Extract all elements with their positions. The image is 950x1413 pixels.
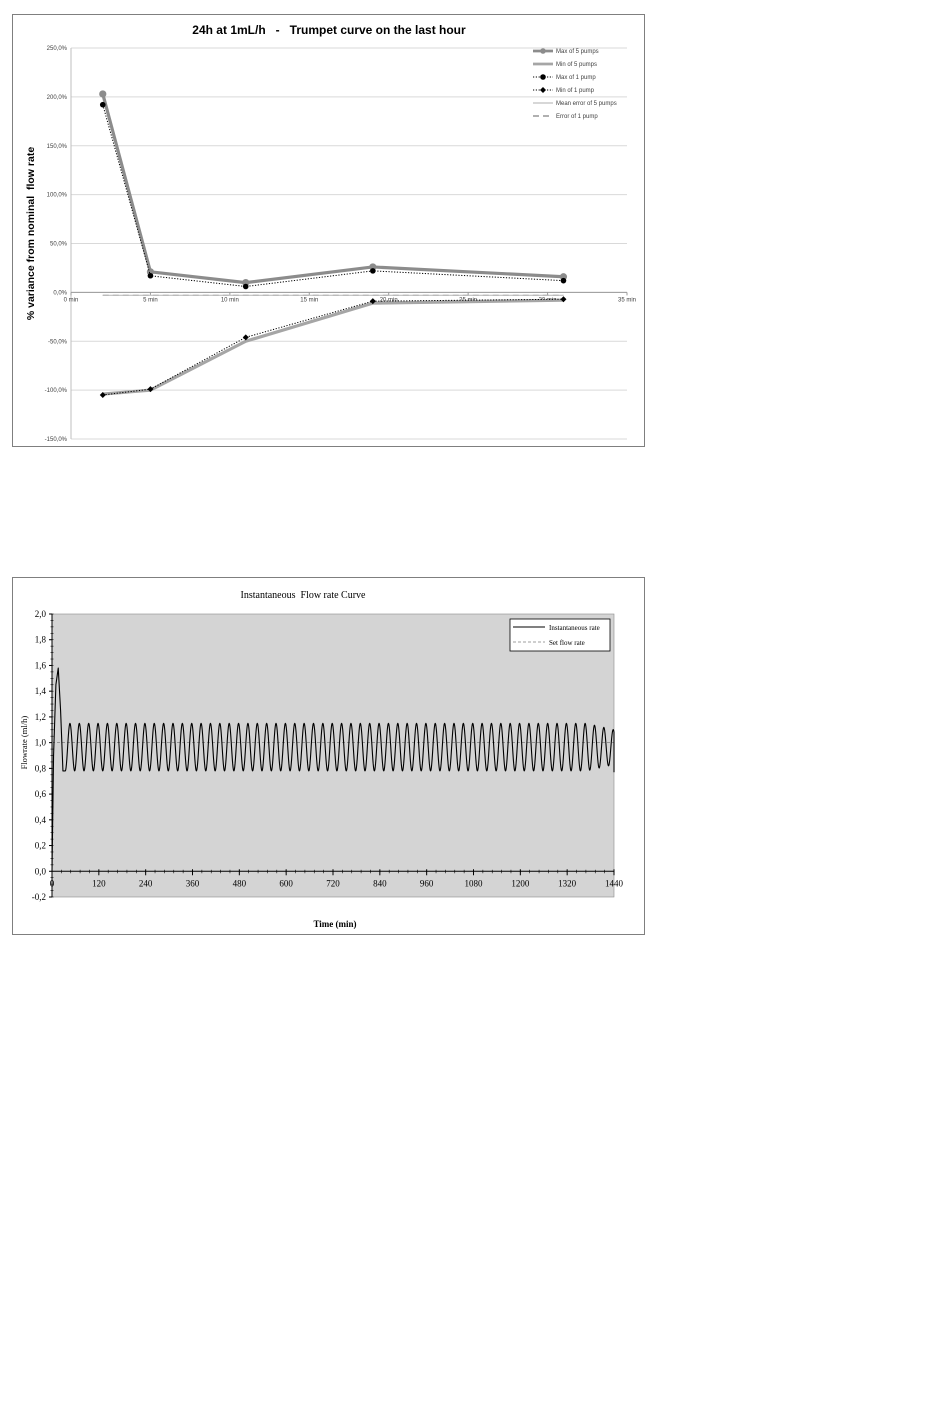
data-point xyxy=(148,273,154,279)
legend-label: Error of 1 pump xyxy=(556,114,598,120)
data-point xyxy=(540,74,546,80)
data-point xyxy=(540,48,546,54)
legend-label: Set flow rate xyxy=(549,639,585,647)
trumpet-chart-series xyxy=(99,90,567,398)
y-tick-label: -0,2 xyxy=(31,892,46,902)
series-line xyxy=(103,300,564,394)
trumpet-chart xyxy=(12,14,645,447)
y-tick-label: 0,4 xyxy=(34,814,46,825)
legend-label: Max of 5 pumps xyxy=(556,49,599,55)
y-tick-label: 1,4 xyxy=(34,686,46,697)
x-tick-label: 1200 xyxy=(511,878,530,889)
series-max-of-5-pumps xyxy=(99,90,567,286)
trumpet-chart-y-ticks xyxy=(45,46,68,443)
y-tick-label: 0,0% xyxy=(53,290,67,297)
x-tick-label: 10 min xyxy=(220,297,239,304)
trumpet-chart-legend xyxy=(533,48,617,120)
y-tick-label: 200,0% xyxy=(46,94,67,101)
legend-label: Min of 1 pump xyxy=(556,88,595,94)
flowrate-chart-svg xyxy=(13,578,644,934)
data-point xyxy=(561,278,567,284)
legend-label: Mean error of 5 pumps xyxy=(556,101,617,107)
y-tick-label: 50,0% xyxy=(49,241,67,248)
y-tick-label: 1,6 xyxy=(34,660,46,671)
data-point xyxy=(370,268,376,274)
legend-label: Max of 1 pump xyxy=(556,75,596,81)
y-tick-label: 150,0% xyxy=(46,143,67,150)
x-tick-label: 15 min xyxy=(300,297,319,304)
flowrate-chart-plot-area xyxy=(49,614,614,897)
x-tick-label: 0 xyxy=(49,878,55,889)
x-tick-label: 1440 xyxy=(605,878,623,889)
flowrate-chart xyxy=(12,577,645,935)
data-point xyxy=(243,284,249,290)
trumpet-chart-title: 24h at 1mL/h - Trumpet curve on the last hour xyxy=(192,23,466,37)
flowrate-chart-y-axis-label: Flowrate (ml/h) xyxy=(19,715,29,770)
x-tick-label: 840 xyxy=(373,878,387,889)
y-tick-label: 0,8 xyxy=(34,763,46,774)
y-tick-label: 1,8 xyxy=(34,634,46,645)
data-point xyxy=(99,90,106,97)
x-tick-label: 960 xyxy=(419,878,434,889)
x-tick-label: 30 min xyxy=(538,297,557,304)
data-point xyxy=(100,102,106,108)
trumpet-chart-svg xyxy=(13,15,644,446)
x-tick-label: 35 min xyxy=(617,297,637,304)
y-tick-label: 250,0% xyxy=(46,46,67,52)
y-tick-label: 0,2 xyxy=(34,840,46,851)
y-tick-label: 0,0 xyxy=(34,866,46,877)
x-tick-label: 0 min xyxy=(63,297,79,304)
y-tick-label: 1,2 xyxy=(34,711,46,722)
y-tick-label: 2,0 xyxy=(34,609,46,619)
legend-label: Instantaneous rate xyxy=(549,624,600,632)
trumpet-chart-y-axis-label: % variance from nominal flow rate xyxy=(25,146,37,321)
x-tick-label: 120 xyxy=(92,878,106,889)
y-tick-label: -100,0% xyxy=(44,388,67,395)
flowrate-chart-legend xyxy=(510,619,610,651)
x-tick-label: 1320 xyxy=(558,878,577,889)
trumpet-chart-gridlines xyxy=(71,48,627,439)
x-tick-label: 25 min xyxy=(459,297,478,304)
x-tick-label: 600 xyxy=(279,878,293,889)
x-tick-label: 720 xyxy=(326,878,340,889)
x-tick-label: 5 min xyxy=(143,297,158,304)
y-tick-label: 100,0% xyxy=(46,192,67,199)
series-min-of-1-pump xyxy=(100,296,567,398)
series-min-of-5-pumps xyxy=(103,300,564,394)
y-tick-label: 0,6 xyxy=(34,789,46,800)
y-tick-label: -150,0% xyxy=(44,437,67,443)
flowrate-chart-title: Instantaneous Flow rate Curve xyxy=(240,590,366,601)
data-point xyxy=(540,87,546,93)
legend-label: Min of 5 pumps xyxy=(556,62,598,68)
series-line xyxy=(103,105,564,287)
x-tick-label: 360 xyxy=(185,878,200,889)
y-tick-label: -50,0% xyxy=(47,339,67,346)
series-line xyxy=(103,94,564,283)
x-tick-label: 1080 xyxy=(464,878,483,889)
y-tick-label: 1,0 xyxy=(34,737,46,748)
x-tick-label: 20 min xyxy=(379,297,398,304)
flowrate-chart-x-axis-label: Time (min) xyxy=(313,919,357,929)
series-max-of-1-pump xyxy=(100,102,566,289)
flowrate-chart-y-ticks xyxy=(32,609,54,902)
x-tick-label: 240 xyxy=(138,878,153,889)
x-tick-label: 480 xyxy=(232,878,247,889)
